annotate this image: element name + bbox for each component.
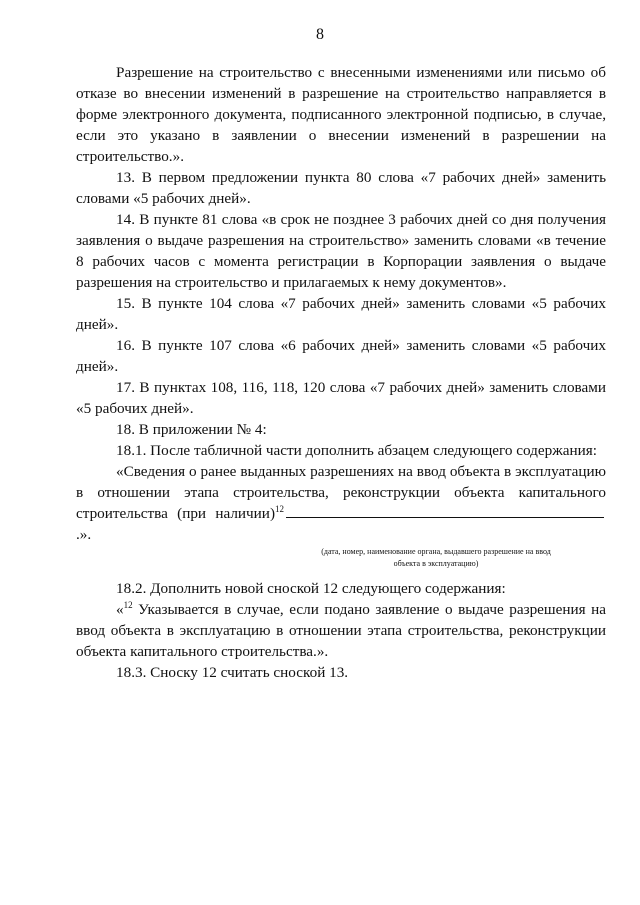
field-caption (266, 546, 606, 570)
footnote-text: Указывается в случае, если подано заявление о выдаче разрешения на ввод объекта в эксплуатацию в отношении этапа строительства, реконструкции объекта капитального строительства.». (76, 601, 606, 660)
paragraph-13: 13. В первом предложении пункта 80 слова «7 рабочих дней» заменить словами «5 рабочих дней». (76, 169, 606, 207)
paragraph-18-2: 18.2. Дополнить новой сноской 12 следующего содержания: (116, 580, 506, 597)
field-caption-line-1: (дата, номер, наименование органа, выдавшего разрешение на ввод (321, 547, 551, 556)
quote-open: « (116, 601, 124, 618)
paragraph-17: 17. В пунктах 108, 116, 118, 120 слова «7 рабочих дней» заменить словами «5 рабочих дней». (76, 379, 606, 417)
paragraph-18-2-quote (76, 599, 606, 662)
paragraph-14: 14. В пункте 81 слова «в срок не позднее 3 рабочих дней со дня получения заявления о выдаче разрешения на строительство» заменить словами «в течение 8 рабочих часов с момента регистрации в Корпорации заявления о выдаче разрешения на строительство и прилагаемых к нему документов». (76, 211, 606, 291)
field-caption-line-2: объекта в эксплуатацию) (393, 559, 479, 568)
footnote-marker-2: 12 (123, 599, 133, 610)
quote-end: .». (76, 526, 92, 543)
paragraph-15: 15. В пункте 104 слова «7 рабочих дней» заменить словами «5 рабочих дней». (76, 295, 606, 333)
paragraph-18-3: 18.3. Сноску 12 считать сноской 13. (116, 664, 349, 681)
fill-in-line (286, 503, 604, 518)
quote-text: «Сведения о ранее выданных разрешениях на ввод объекта в эксплуатацию в отношении этапа строительства, реконструкции объекта капитального строительства (при наличии) (76, 463, 606, 522)
footnote-marker: 12 (275, 503, 284, 514)
paragraph-16: 16. В пункте 107 слова «6 рабочих дней» заменить словами «5 рабочих дней». (76, 337, 606, 375)
paragraph-18-1: 18.1. После табличной части дополнить абзацем следующего содержания: (116, 442, 597, 459)
page-number: 8 (316, 26, 324, 43)
paragraph-18-1-quote (76, 461, 606, 545)
paragraph-18: 18. В приложении № 4: (116, 421, 267, 438)
paragraph-permit-issuance: Разрешение на строительство с внесенными изменениями или письмо об отказе во внесении изменений в разрешение на строительство направляется в форме электронного документа, подписанного электронной подписью, в случае, если это указано в заявлении о внесении изменений в разрешении на строительство.». (76, 64, 606, 165)
document-body (76, 62, 606, 683)
